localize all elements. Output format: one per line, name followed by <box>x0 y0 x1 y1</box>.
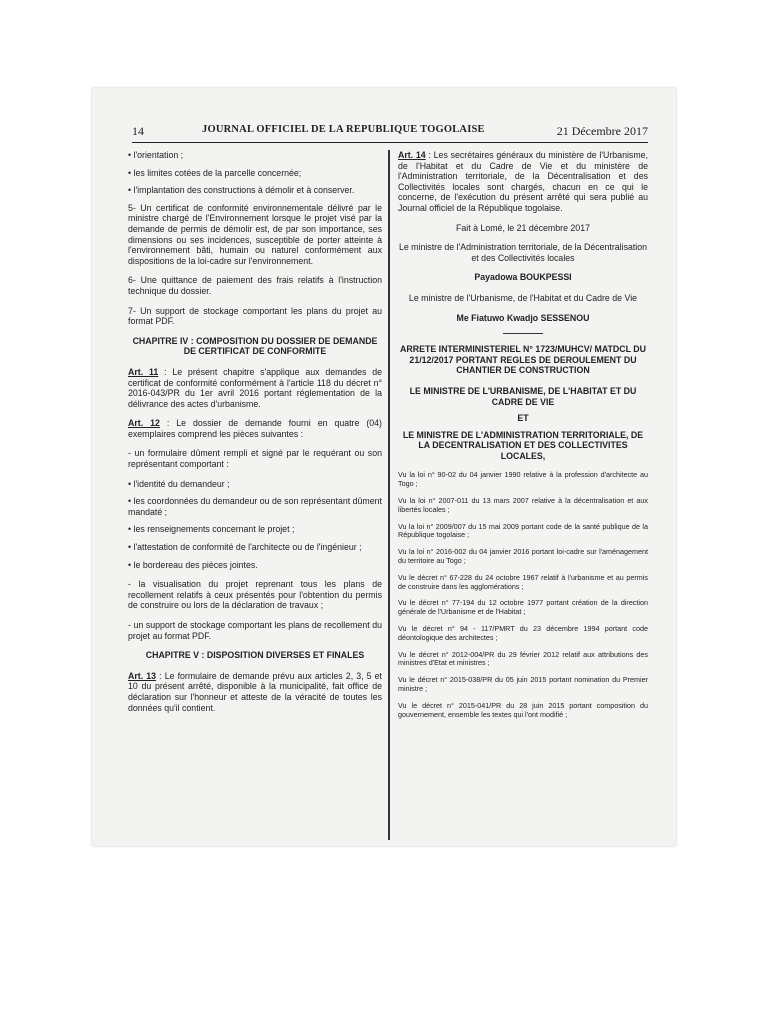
heading-minister-administration: LE MINISTRE DE L'ADMINISTRATION TERRITORIALE, DE LA DECENTRALISATION ET DES COLLECTIVITES LOCALES, <box>402 429 644 461</box>
visualisation-text: - la visualisation du projet reprenant tous les plans de recollement relatifs à ceux présentés pour l'obtention du permis de construire ou lors de la déclaration de travaux ; <box>128 579 382 611</box>
article-14-text: : Les secrétaires généraux du ministère de l'Urbanisme, de l'Habitat et du Cadre de Vie et du ministère de l'Administration territoriale, de la Décentralisation et des Collectivités locales sont chargés, chacun en ce qui le concerne, de l'exécution du présent arrêté qui sera publié au Journal officiel de la République togolaise. <box>398 150 648 213</box>
journal-title: JOURNAL OFFICIEL DE LA REPUBLIQUE TOGOLAISE <box>202 124 485 135</box>
heading-minister-urbanisme: LE MINISTRE DE L'URBANISME, DE L'HABITAT ET DU CADRE DE VIE <box>409 385 637 407</box>
chapter-5-heading: CHAPITRE V : DISPOSITION DIVERSES ET FINALES <box>145 650 365 661</box>
visa-3: Vu la loi n° 2009/007 du 15 mai 2009 portant code de la santé publique de la République togolaise ; <box>398 521 648 540</box>
visa-5: Vu le décret n° 67-228 du 24 octobre 1967 relatif à l'urbanisme et au permis de construire dans les agglomérations ; <box>398 572 648 591</box>
minister-2-name: Me Fiatuwo Kwadjo SESSENOU <box>456 312 590 323</box>
document-page <box>92 88 676 846</box>
minister-2-title: Le ministre de l'Urbanisme, de l'Habitat et du Cadre de Vie <box>408 292 638 303</box>
column-divider <box>388 150 390 840</box>
article-12-label: Art. 12 <box>128 418 160 429</box>
visa-7: Vu le décret n° 94 - 117/PMRT du 23 décembre 1994 portant code déontologique des architectes ; <box>398 624 648 642</box>
minister-1-title: Le ministre de l'Administration territoriale, de la Décentralisation et des Collectivités locales <box>398 242 648 263</box>
page-number: 14 <box>132 124 144 138</box>
article-11 <box>128 367 382 409</box>
article-11-text: : Le présent chapitre s'applique aux demandes de certificat de conformité conformément à l'article 118 du décret n° 2016-043/PR du 1er avril 2016 portant réglementation de la délivrance des actes d'urbanisme. <box>128 366 382 409</box>
article-12-text: : Le dossier de demande fourni en quatre (04) exemplaires comprend les pièces suivantes : <box>128 418 382 439</box>
bullet-coordonnees: • les coordonnées du demandeur ou de son représentant dûment mandaté ; <box>128 496 382 517</box>
bullet-identite: • l'identité du demandeur ; <box>128 478 230 489</box>
item-5: 5- Un certificat de conformité environnementale délivré par le ministre chargé de l'Environnement lorsque le projet visé par la demande de permis de démolir est, de par son importance, ses dimensions ou ses incidences, susceptible de porter atteinte à l'environnement bâti, humain ou naturel conformément aux dispositions de la loi-cadre sur l'environnement. <box>128 202 382 266</box>
article-13 <box>128 671 382 713</box>
right-column <box>398 150 648 727</box>
bullet-limites: • les limites cotées de la parcelle concernée; <box>128 167 302 178</box>
arrete-title: ARRETE INTERMINISTERIEL N° 1723/MUHCV/ MATDCL DU 21/12/2017 PORTANT REGLES DE DEROULEMENT DU CHANTIER DE CONSTRUCTION <box>400 344 646 376</box>
visa-6: Vu le décret n° 77-194 du 12 octobre 1977 portant création de la direction générale de l'Urbanisme et de l'Habitat ; <box>398 598 648 617</box>
support-text: - un support de stockage comportant les plans de recollement du projet au format PDF. <box>128 620 382 641</box>
article-13-text: : Le formulaire de demande prévu aux articles 2, 3, 5 et 10 du présent arrêté, disponible à la municipalité, fait office de déclaration sur l'honneur et atteste de la véracité de toutes les données qu'il contient. <box>128 670 382 713</box>
issue-date: 21 Décembre 2017 <box>556 124 648 138</box>
page-header <box>132 124 648 143</box>
visa-4: Vu la loi n° 2016-002 du 04 janvier 2016 portant loi-cadre sur l'aménagement du territoire au Togo ; <box>398 547 648 566</box>
bullet-bordereau: • le bordereau des pièces jointes. <box>128 559 258 570</box>
fait-a-lome: Fait à Lomé, le 21 décembre 2017 <box>456 222 590 233</box>
visa-1: Vu la loi n° 90-02 du 04 janvier 1990 relative à la profession d'architecte au Togo ; <box>398 470 648 489</box>
article-11-label: Art. 11 <box>128 366 159 377</box>
bullet-orientation: • l'orientation ; <box>128 150 184 160</box>
article-14 <box>398 150 648 214</box>
chapter-4-heading: CHAPITRE IV : COMPOSITION DU DOSSIER DE DEMANDE DE CERTIFICAT DE CONFORMITE <box>132 335 378 357</box>
separator-line <box>503 333 543 334</box>
minister-1-name: Payadowa BOUKPESSI <box>474 272 572 283</box>
item-6: 6- Une quittance de paiement des frais relatifs à l'instruction technique du dossier. <box>128 275 382 296</box>
heading-et: ET <box>517 413 529 424</box>
article-14-label: Art. 14 <box>398 150 426 160</box>
visa-10: Vu le décret n° 2015-041/PR du 28 juin 2015 portant composition du gouvernement, ensemble les textes qui l'ont modifié ; <box>398 700 648 719</box>
article-13-label: Art. 13 <box>128 670 157 681</box>
bullet-implantation: • l'implantation des constructions à démolir et à conserver. <box>128 185 355 196</box>
form-intro: - un formulaire dûment rempli et signé par le requérant ou son représentant comportant : <box>128 448 382 470</box>
article-12 <box>128 418 382 439</box>
bullet-renseignements: • les renseignements concernant le projet ; <box>128 524 295 535</box>
item-7: 7- Un support de stockage comportant les plans du projet au format PDF. <box>128 305 382 327</box>
visa-9: Vu le décret n° 2015-038/PR du 05 juin 2015 portant nomination du Premier ministre ; <box>398 675 648 694</box>
visa-8: Vu le décret n° 2012-004/PR du 29 février 2012 relatif aux attributions des ministres d'Etat et ministres ; <box>398 649 648 668</box>
left-column <box>128 150 382 722</box>
visa-2: Vu la loi n° 2007-011 du 13 mars 2007 relative à la décentralisation et aux libertés locales ; <box>398 496 648 514</box>
bullet-attestation: • l'attestation de conformité de l'architecte ou de l'ingénieur ; <box>128 542 362 553</box>
